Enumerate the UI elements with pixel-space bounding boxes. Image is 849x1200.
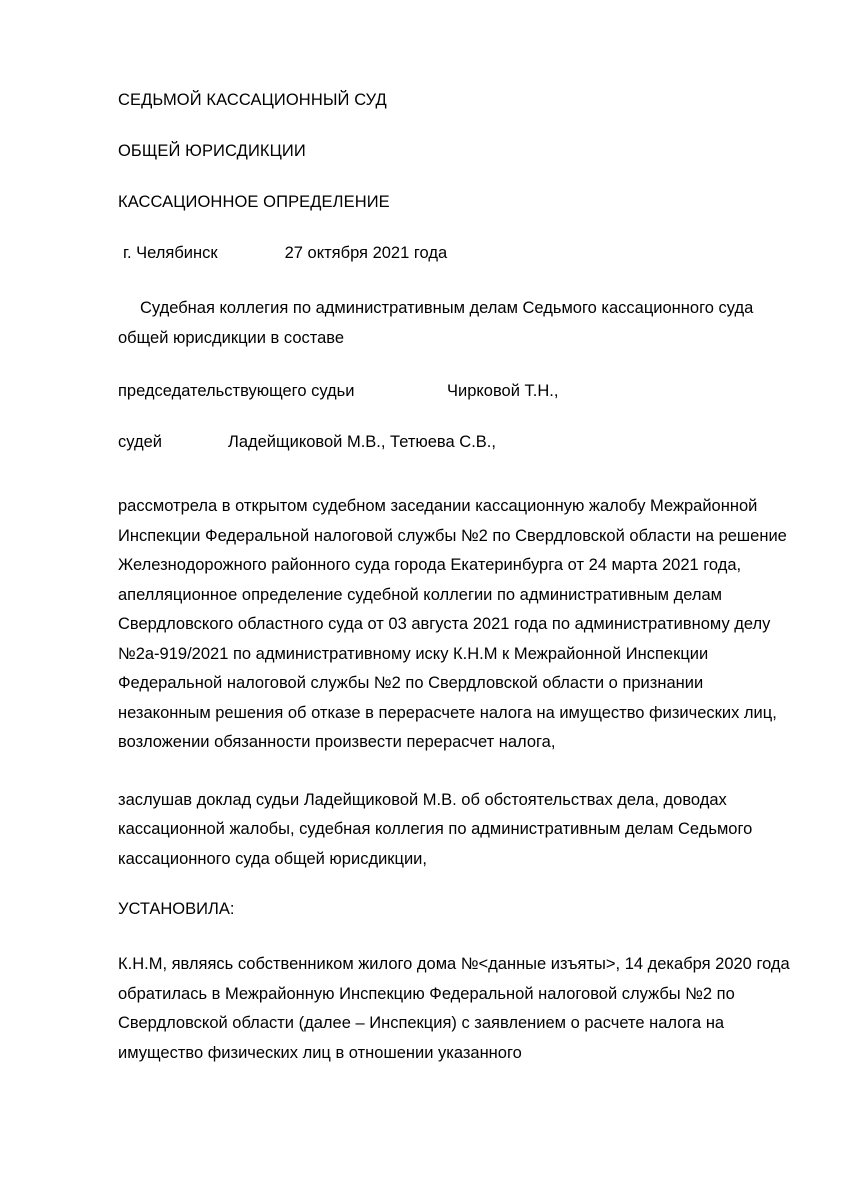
case-description-paragraph: рассмотрела в открытом судебном заседании кассационную жалобу Межрайонной Инспекции Федеральной налоговой службы №2 по Свердловской области на решение Железнодорожного районного суда города Екатеринбурга от 24 марта 2021 года, апелляционное определение судебной коллегии по административным делам Свердловского областного суда от 03 августа 2021 года по административному делу №2а-919/2021 по административному иску К.Н.М к Межрайонной Инспекции Федеральной налоговой службы №2 по Свердловской области о признании незаконным решения об отказе в перерасчете налога на имущество физических лиц, возложении обязанности произвести перерасчет налога, — [118, 497, 787, 751]
judges-names: Ладейщиковой М.В., Тетюева С.В., — [228, 433, 496, 451]
panel-intro-paragraph: Судебная коллегия по административным делам Седьмого кассационного суда общей юрисдикции в составе — [118, 299, 754, 347]
place-of-issue: г. Челябинск — [123, 244, 218, 262]
court-name-line-1: СЕДЬМОЙ КАССАЦИОННЫЙ СУД — [118, 91, 387, 109]
presiding-judge-role: председательствующего судьи — [118, 382, 355, 400]
place-and-date-row — [118, 243, 798, 263]
presiding-judge-name: Чирковой Т.Н., — [447, 382, 559, 400]
court-name-line-2: ОБЩЕЙ ЮРИСДИКЦИИ — [118, 142, 306, 160]
judges-role: судей — [118, 433, 162, 451]
presiding-judge-row — [118, 381, 798, 401]
date-of-issue: 27 октября 2021 года — [284, 244, 448, 262]
judges-row — [118, 432, 798, 452]
document-type-heading: КАССАЦИОННОЕ ОПРЕДЕЛЕНИЕ — [118, 193, 390, 211]
document-body — [118, 90, 798, 1091]
report-paragraph: заслушав доклад судьи Ладейщиковой М.В. об обстоятельствах дела, доводах кассационной жалобы, судебная коллегия по административным делам Седьмого кассационного суда общей юрисдикции, — [118, 790, 753, 868]
facts-paragraph: К.Н.М, являясь собственником жилого дома №<данные изъяты>, 14 декабря 2020 года обратилась в Межрайонную Инспекцию Федеральной налоговой службы №2 по Свердловской области (далее – Инспекция) с заявлением о расчете налога на имущество физических лиц в отношении указанного — [118, 955, 790, 1062]
established-heading: УСТАНОВИЛА: — [118, 900, 235, 918]
spacer — [118, 483, 798, 492]
